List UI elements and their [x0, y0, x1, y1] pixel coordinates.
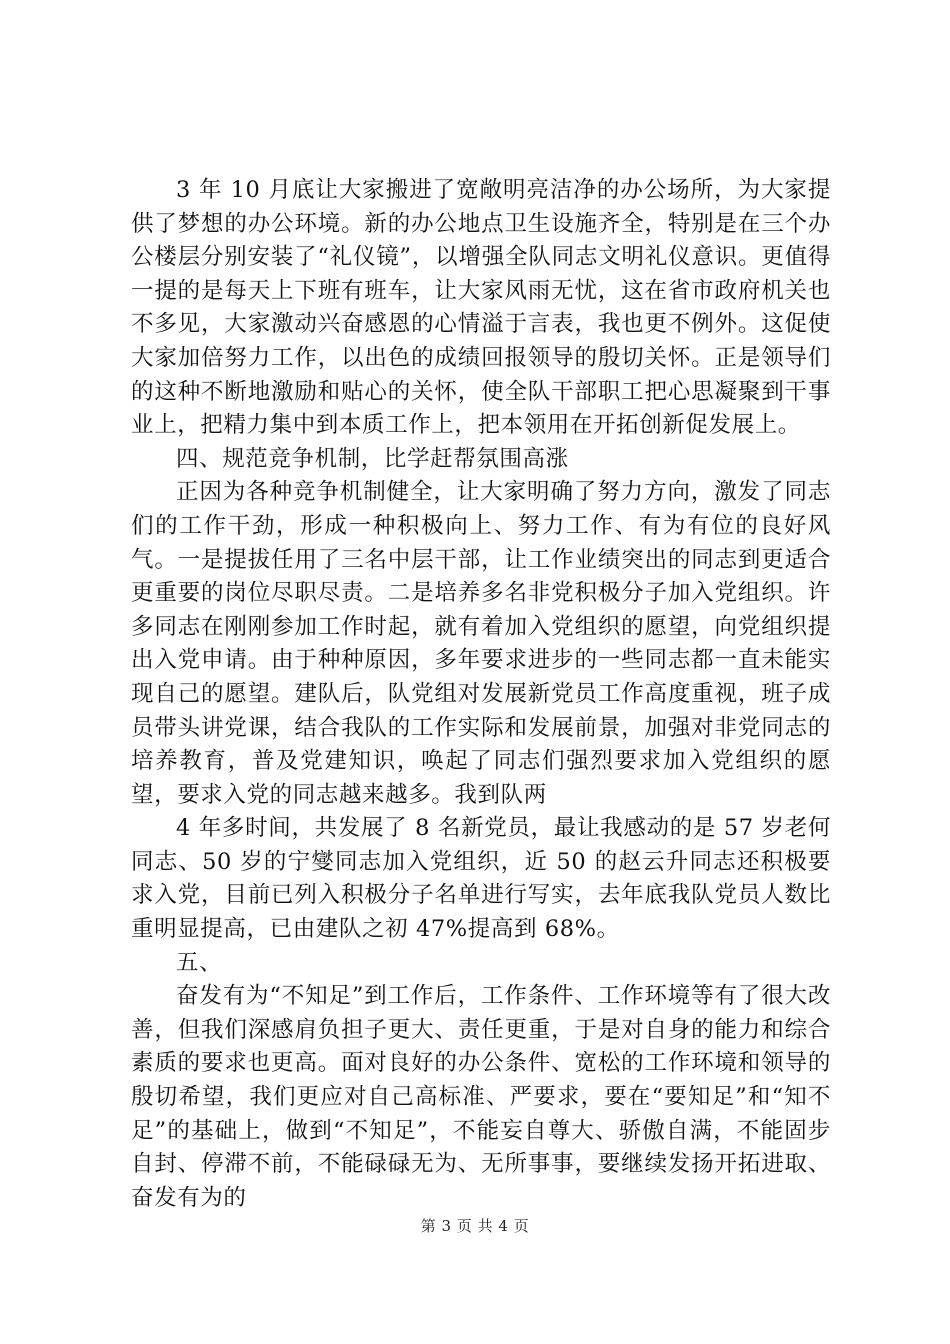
section-heading-five: 五、: [176, 949, 223, 976]
section-heading-four: 四、规范竞争机制，比学赶帮氛围高涨: [176, 445, 569, 472]
document-body: [131, 174, 831, 1215]
page-number-footer: 第 3 页 共 4 页: [420, 1217, 530, 1235]
paragraph-office-environment: 3 年 10 月底让大家搬进了宽敞明亮洁净的办公场所，为大家提供了梦想的办公环境。新的办公地点卫生设施齐全，特别是在三个办公楼层分别安装了“礼仪镜”，以增强全队同志文明礼仪意识。更值得一提的是每天上下班有班车，让大家风雨无忧，这在省市政府机关也不多见，大家激动兴奋感恩的心情溢于言表，我也更不例外。这促使大家加倍努力工作，以出色的成绩回报领导的殷切关怀。正是领导们的这种不断地激励和贴心的关怀，使全队干部职工把心思凝聚到干事业上，把精力集中到本质工作上，把本领用在开拓创新促发展上。: [131, 177, 831, 439]
paragraph-never-satisfied: 奋发有为“不知足”到工作后，工作条件、工作环境等有了很大改善，但我们深感肩负担子更大、责任更重，于是对自身的能力和综合素质的要求也更高。面对良好的办公条件、宽松的工作环境和领导的殷切希望，我们更应对自己高标准、严要求，要在“要知足”和“知不足”的基础上，做到“不知足”，不能妄自尊大、骄傲自满，不能固步自封、停滞不前，不能碌碌无为、无所事事，要继续发扬开拓进取、奋发有为的: [131, 983, 831, 1211]
paragraph-new-members: 4 年多时间，共发展了 8 名新党员，最让我感动的是 57 岁老何同志、50 岁的宁燮同志加入党组织，近 50 的赵云升同志还积极要求入党，目前已列入积极分子名单进行写实，去年底我队党员人数比重明显提高，已由建队之初 47%提高到 68%。: [131, 815, 831, 943]
paragraph-competition-mechanism: 正因为各种竞争机制健全，让大家明确了努力方向，激发了同志们的工作干劲，形成一种积极向上、努力工作、有为有位的良好风气。一是提拔任用了三名中层干部，让工作业绩突出的同志到更适合更重要的岗位尽职尽责。二是培养多名非党积极分子加入党组织。许多同志在刚刚参加工作时起，就有着加入党组织的愿望，向党组织提出入党申请。由于种种原因，多年要求进步的一些同志都一直未能实现自己的愿望。建队后，队党组对发展新党员工作高度重视，班子成员带头讲党课，结合我队的工作实际和发展前景，加强对非党同志的培养教育，普及党建知识，唤起了同志们强烈要求加入党组织的愿望，要求入党的同志越来越多。我到队两: [131, 479, 831, 808]
